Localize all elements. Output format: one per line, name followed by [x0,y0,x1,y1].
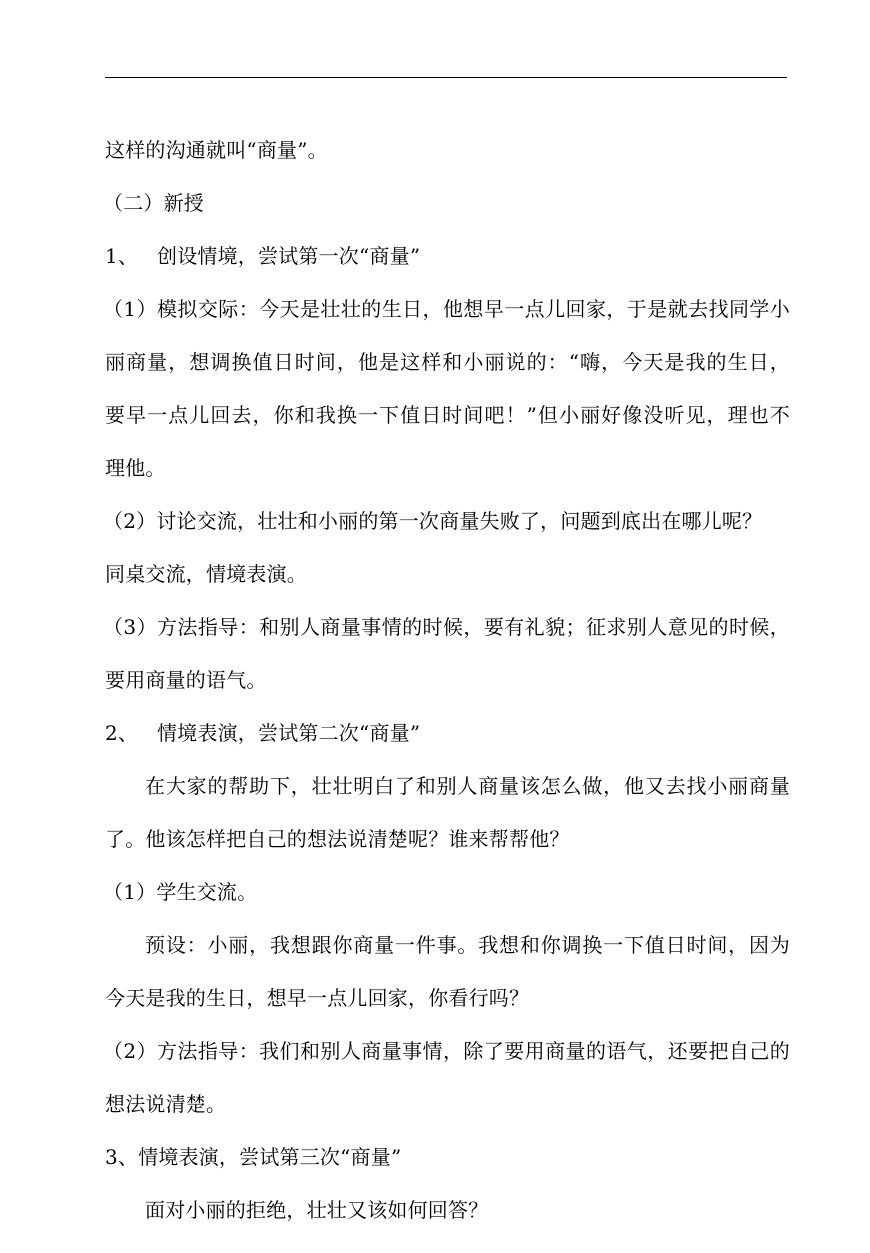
text-line: 要早一点儿回去，你和我换一下值日时间吧！”但小丽好像没听见，理也不 [105,403,790,427]
text-line: 要用商量的语气。 [105,668,267,692]
text-line: （2）讨论交流，壮壮和小丽的第一次商量失败了，问题到底出在哪儿呢？ [103,509,763,533]
item-number: 2、 [105,721,139,745]
text-line: 在大家的帮助下，壮壮明白了和别人商量该怎么做，他又去找小丽商量 [145,774,790,798]
header-rule [105,77,787,78]
item-number: 1、 [105,244,139,268]
text-line: 理他。 [105,456,166,480]
document-body [105,140,790,1253]
text-line: 今天是我的生日，想早一点儿回家，你看行吗？ [105,986,530,1010]
item-title: 创设情境，尝试第一次“商量” [157,244,421,268]
text-line: （2）方法指导：我们和别人商量事情，除了要用商量的语气，还要把自己的 [103,1039,790,1063]
text-line: 面对小丽的拒绝，壮壮又该如何回答？ [145,1198,489,1222]
section-heading: （二）新授 [103,191,204,215]
text-line: 预设：小丽，我想跟你商量一件事。我想和你调换一下值日时间，因为 [145,933,790,957]
text-line: 丽商量，想调换值日时间，他是这样和小丽说的：“嗨，今天是我的生日， [105,350,790,374]
text-line: 这样的沟通就叫“商量”。 [105,138,328,162]
numbered-heading [105,246,790,266]
item-title: 情境表演，尝试第二次“商量” [157,721,421,745]
numbered-heading [105,723,790,743]
text-line: 了。他该怎样把自己的想法说清楚呢？谁来帮帮他？ [105,827,570,851]
text-line: 同桌交流，情境表演。 [105,562,307,586]
text-line: 想法说清楚。 [105,1092,227,1116]
text-line: （3）方法指导：和别人商量事情的时候，要有礼貌；征求别人意见的时候， [103,615,790,639]
text-line: （1）学生交流。 [103,880,258,904]
numbered-heading: 3、情境表演，尝试第三次“商量” [105,1145,402,1169]
text-line: （1）模拟交际：今天是壮壮的生日，他想早一点儿回家，于是就去找同学小 [103,297,790,321]
